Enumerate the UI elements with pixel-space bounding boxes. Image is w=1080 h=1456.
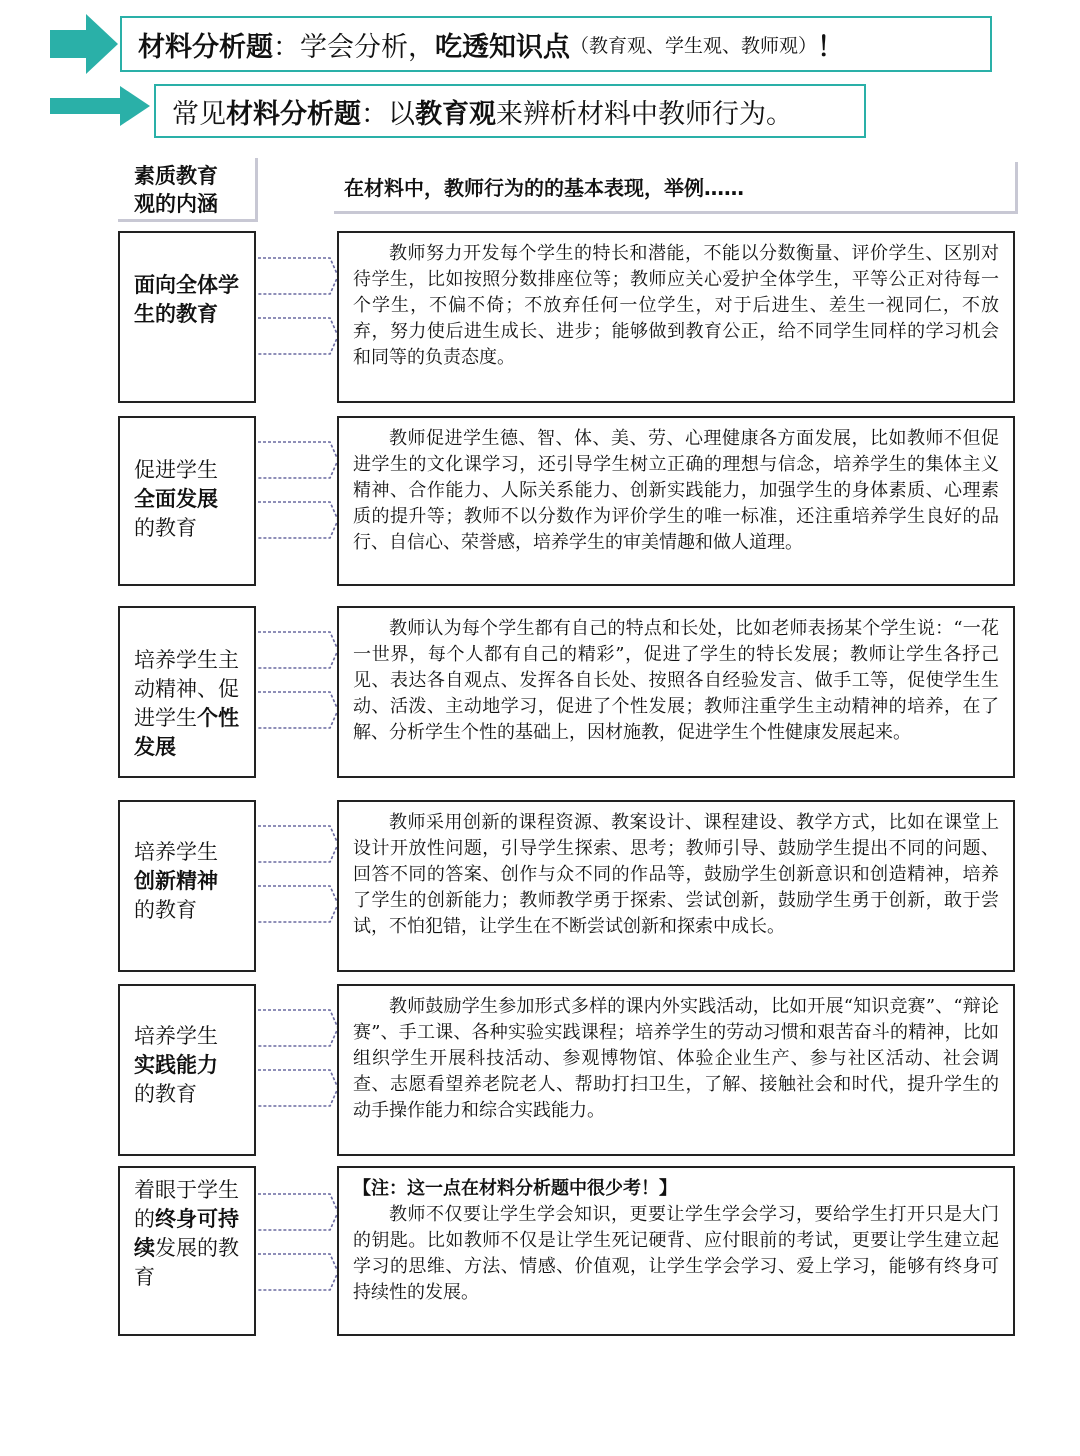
- row-label-line-a: 促进学生: [134, 458, 218, 482]
- teal-right-arrow-icon: [50, 14, 118, 74]
- banner-subtitle-part-c: ：以: [361, 98, 415, 130]
- row-label-line-c: 的教育: [134, 898, 197, 922]
- row-label: [118, 1166, 256, 1336]
- row-content-note: 【注：这一点在材料分析题中很少考！】: [353, 1178, 677, 1199]
- bracket-connector-icon: [256, 436, 340, 548]
- row-label-line-b: 实践能力: [134, 1053, 218, 1077]
- bracket-connector-icon: [256, 252, 340, 364]
- teal-right-arrow-icon: [50, 86, 150, 126]
- banner-subtitle-part-e: 来辨析材料中教师行为。: [496, 98, 793, 130]
- row-label: [118, 416, 256, 586]
- banner-title-part-a: 材料分析题: [138, 31, 273, 63]
- row-label-line-b: 终身可持续: [134, 1207, 239, 1260]
- banner-title-part-d: （教育观、学生观、教师观）: [570, 34, 818, 57]
- column-header-left: [118, 158, 258, 222]
- row-label: [118, 800, 256, 972]
- banner-title-part-b: ：学会分析，: [273, 31, 435, 63]
- row-label-line-a: 培养学生: [134, 1024, 218, 1048]
- row-label-text: 面向全体学生的教育: [134, 273, 239, 326]
- bracket-connector-icon: [256, 1004, 340, 1116]
- row-label-line-a: 培养学生主动精神、促进学生: [134, 648, 239, 730]
- row-label-line-b: 创新精神: [134, 869, 218, 893]
- row-content-text: 教师采用创新的课程资源、教案设计、课程建设、教学方式，比如在课堂上设计开放性问题，引导学生探索、思考；教师引导、鼓励学生提出不同的问题、回答不同的答案、创作与众不同的作品等，鼓励学生创新意识和创造精神，培养了学生的创新能力；教师教学勇于探索、尝试创新，鼓励学生勇于创新，敢于尝试，不怕犯错，让学生在不断尝试创新和探索中成长。: [353, 812, 999, 937]
- row-content: [337, 416, 1015, 586]
- row-label: [118, 231, 256, 403]
- banner-title-part-c: 吃透知识点: [435, 31, 570, 63]
- row-label-line-b: 个性发展: [134, 706, 239, 759]
- row-label: [118, 984, 256, 1156]
- row-label-line-a: 培养学生: [134, 840, 218, 864]
- bracket-connector-icon: [256, 1188, 340, 1300]
- row-label-line-c: 的教育: [134, 516, 197, 540]
- row-content: [337, 800, 1015, 972]
- row-content-text: 教师不仅要让学生学会知识，更要让学生学会学习，要给学生打开只是大门的钥匙。比如教师不仅是让学生死记硬背、应付眼前的考试，更要让学生建立起学习的思维、方法、情感、价值观，让学生学会学习、爱上学习，能够有终身可持续性的发展。: [353, 1204, 999, 1303]
- row-label: [118, 606, 256, 778]
- row-label-line-a: 着眼于学生的: [134, 1178, 239, 1231]
- banner-subtitle-part-a: 常见: [172, 98, 226, 130]
- row-content-text: 教师促进学生德、智、体、美、劳、心理健康各方面发展，比如教师不但促进学生的文化课学习，还引导学生树立正确的理想与信念，培养学生的集体主义精神、合作能力、人际关系能力、创新实践能力，加强学生的身体素质、心理素质的提升等；教师不以分数作为评价学生的唯一标准，还注重培养学生良好的品行、自信心、荣誉感，培养学生的审美情趣和做人道理。: [353, 428, 999, 553]
- bracket-connector-icon: [256, 820, 340, 932]
- banner-title: [120, 16, 992, 72]
- row-label-line-c: 的教育: [134, 1082, 197, 1106]
- row-content: [337, 984, 1015, 1156]
- banner-subtitle-part-d: 教育观: [415, 98, 496, 130]
- column-header-left-line1: 素质教育: [134, 164, 218, 188]
- banner-title-part-e: ！: [817, 31, 845, 63]
- row-content: [337, 1166, 1015, 1336]
- row-content-text: 教师认为每个学生都有自己的特点和长处，比如老师表扬某个学生说：“一花一世界，每个人都有自己的精彩”，促进了学生的特长发展；教师让学生各抒己见、表达各自观点、发挥各自长处、按照各自经验发言、做手工等，促使学生生动、活泼、主动地学习，促进了个性发展；教师注重学生主动精神的培养，在了解、分析学生个性的基础上，因材施教，促进学生个性健康发展起来。: [353, 618, 999, 743]
- bracket-connector-icon: [256, 626, 340, 738]
- column-header-left-line2: 观的内涵: [134, 192, 218, 216]
- row-content: [337, 606, 1015, 778]
- row-content-text: 教师鼓励学生参加形式多样的课内外实践活动，比如开展“知识竞赛”、“辩论赛”、手工课、各种实验实践课程；培养学生的劳动习惯和艰苦奋斗的精神，比如组织学生开展科技活动、参观博物馆、体验企业生产、参与社区活动、社会调查、志愿看望养老院老人、帮助打扫卫生，了解、接触社会和时代，提升学生的动手操作能力和综合实践能力。: [353, 996, 999, 1121]
- row-content: [337, 231, 1015, 403]
- row-label-line-b: 全面发展: [134, 487, 218, 511]
- row-content-text: 教师努力开发每个学生的特长和潜能，不能以分数衡量、评价学生、区别对待学生，比如按照分数排座位等；教师应关心爱护全体学生，平等公正对待每一个学生，不偏不倚；不放弃任何一位学生，对于后进生、差生一视同仁，不放弃，努力使后进生成长、进步；能够做到教育公正，给不同学生同样的学习机会和同等的负责态度。: [353, 243, 999, 368]
- banner-subtitle-part-b: 材料分析题: [226, 98, 361, 130]
- column-header-right: 在材料中，教师行为的的基本表现，举例……: [334, 162, 1018, 214]
- banner-subtitle: [154, 84, 866, 138]
- row-label-line-c: 发展的教育: [134, 1236, 239, 1289]
